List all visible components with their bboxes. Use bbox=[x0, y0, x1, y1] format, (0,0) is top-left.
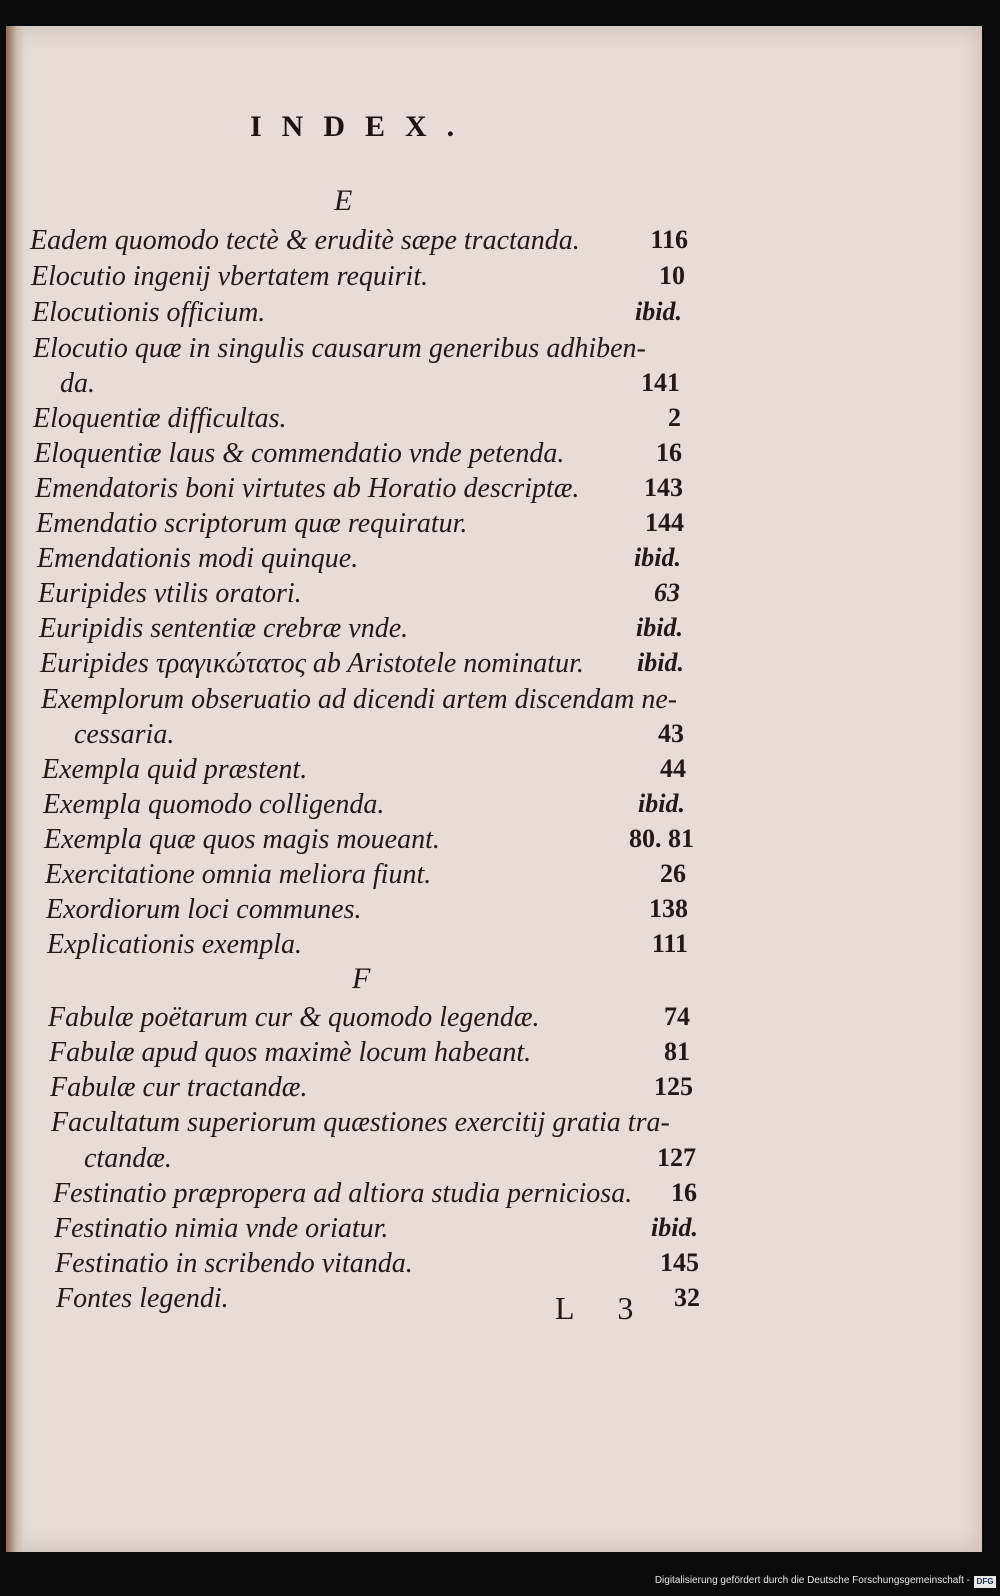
index-entry bbox=[60, 368, 680, 402]
entry-term: Elocutionis officium. bbox=[32, 297, 266, 328]
entry-term: Emendatoris boni virtutes ab Horatio descriptæ. bbox=[35, 473, 580, 504]
entry-term: Emendatio scriptorum quæ requiratur. bbox=[36, 508, 468, 539]
index-entry bbox=[31, 261, 685, 295]
entry-term: cessaria. bbox=[74, 719, 175, 750]
index-entry bbox=[38, 578, 680, 612]
entry-page: 80. 81 bbox=[629, 824, 694, 853]
entry-term: Festinatio in scribendo vitanda. bbox=[55, 1248, 413, 1279]
entry-term: Exemplorum obseruatio ad dicendi artem discendam ne- bbox=[41, 684, 678, 715]
entry-page: 16 bbox=[671, 1178, 697, 1207]
entry-page: 111 bbox=[651, 929, 688, 958]
entry-page: 141 bbox=[641, 368, 680, 397]
entry-page: 26 bbox=[660, 859, 686, 888]
entry-term: Explicationis exempla. bbox=[47, 929, 303, 960]
entry-term: Exempla quid præstent. bbox=[42, 754, 308, 785]
index-entry bbox=[49, 1037, 690, 1071]
index-entry bbox=[54, 1213, 698, 1247]
index-entry bbox=[55, 1248, 699, 1282]
entry-page: ibid. bbox=[634, 543, 681, 572]
entry-term: Emendationis modi quinque. bbox=[37, 543, 359, 574]
entry-term: Exordiorum loci communes. bbox=[46, 894, 362, 925]
entry-term: Elocutio quæ in singulis causarum generibus adhiben- bbox=[33, 333, 646, 364]
entry-page: ibid. bbox=[636, 613, 683, 642]
signature-mark: L 3 bbox=[555, 1290, 652, 1326]
index-entry bbox=[33, 403, 681, 437]
index-entry bbox=[53, 1178, 697, 1212]
entry-page: 138 bbox=[649, 894, 688, 923]
index-heading: INDEX. bbox=[250, 110, 475, 143]
section-letter-e: E bbox=[334, 184, 353, 217]
entry-term: Exempla quæ quos magis moueant. bbox=[44, 824, 440, 855]
index-entry bbox=[32, 297, 682, 331]
entry-page: 43 bbox=[658, 719, 684, 748]
entry-term: Exercitatione omnia meliora fiunt. bbox=[45, 859, 432, 890]
entry-term: Festinatio præpropera ad altiora studia perniciosa. bbox=[53, 1178, 633, 1209]
entry-page: ibid. bbox=[637, 648, 684, 677]
dfg-logo: DFG bbox=[974, 1576, 996, 1588]
index-entry bbox=[40, 648, 684, 682]
entry-term: Fabulæ apud quos maximè locum habeant. bbox=[49, 1037, 532, 1068]
index-entry bbox=[47, 929, 688, 963]
entry-term: Euripides τραγικώτατος ab Aristotele nominatur. bbox=[40, 648, 584, 679]
index-entry bbox=[43, 789, 685, 823]
index-entry bbox=[45, 859, 686, 893]
index-entry bbox=[34, 438, 682, 472]
entry-term: Eloquentiæ difficultas. bbox=[33, 403, 287, 434]
entry-term: Fabulæ cur tractandæ. bbox=[50, 1072, 308, 1103]
entry-page: 63 bbox=[654, 578, 680, 607]
section-letter-f: F bbox=[352, 962, 371, 995]
entry-term: da. bbox=[60, 368, 95, 399]
page-binding-shadow bbox=[6, 26, 24, 1552]
entry-page: ibid. bbox=[638, 789, 685, 818]
entry-term: Euripides vtilis oratori. bbox=[38, 578, 302, 609]
entry-term: Fontes legendi. bbox=[56, 1283, 229, 1314]
index-entry bbox=[37, 543, 681, 577]
entry-page: 145 bbox=[660, 1248, 699, 1277]
index-entry bbox=[44, 824, 694, 858]
entry-term: Eloquentiæ laus & commendatio vnde petenda. bbox=[34, 438, 565, 469]
entry-page: ibid. bbox=[651, 1213, 698, 1242]
entry-term: Festinatio nimia vnde oriatur. bbox=[54, 1213, 389, 1244]
index-entry bbox=[46, 894, 688, 928]
entry-page: 125 bbox=[654, 1072, 693, 1101]
index-entry bbox=[30, 225, 688, 259]
entry-page: ibid. bbox=[635, 297, 682, 326]
index-entry bbox=[74, 719, 684, 753]
entry-term: Eadem quomodo tectè & eruditè sæpe tractanda. bbox=[30, 225, 580, 256]
entry-term: Euripidis sententiæ crebræ vnde. bbox=[39, 613, 409, 644]
entry-term: Facultatum superiorum quæstiones exercitij gratia tra- bbox=[51, 1107, 670, 1138]
entry-term: ctandæ. bbox=[84, 1143, 172, 1174]
entry-page: 143 bbox=[644, 473, 683, 502]
entry-page: 16 bbox=[656, 438, 682, 467]
entry-page: 127 bbox=[657, 1143, 696, 1172]
entry-page: 10 bbox=[659, 261, 685, 290]
entry-page: 2 bbox=[668, 403, 681, 432]
entry-page: 116 bbox=[650, 225, 688, 254]
entry-page: 81 bbox=[664, 1037, 690, 1066]
index-entry bbox=[42, 754, 686, 788]
index-entry bbox=[51, 1107, 697, 1141]
index-entry bbox=[35, 473, 683, 507]
index-entry bbox=[33, 333, 683, 367]
entry-term: Fabulæ poëtarum cur & quomodo legendæ. bbox=[48, 1002, 540, 1033]
entry-page: 32 bbox=[674, 1283, 700, 1312]
index-entry bbox=[84, 1143, 696, 1177]
index-entry bbox=[50, 1072, 693, 1106]
index-entry bbox=[41, 684, 687, 718]
entry-term: Exempla quomodo colligenda. bbox=[43, 789, 385, 820]
index-entry bbox=[39, 613, 683, 647]
entry-page: 74 bbox=[664, 1002, 690, 1031]
entry-term: Elocutio ingenij vbertatem requirit. bbox=[31, 261, 429, 292]
index-entry bbox=[36, 508, 684, 542]
entry-page: 144 bbox=[645, 508, 684, 537]
entry-page: 44 bbox=[660, 754, 686, 783]
index-entry bbox=[48, 1002, 690, 1036]
dfg-funding-notice: Digitalisierung gefördert durch die Deutsche Forschungsgemeinschaft - bbox=[654, 1575, 970, 1586]
